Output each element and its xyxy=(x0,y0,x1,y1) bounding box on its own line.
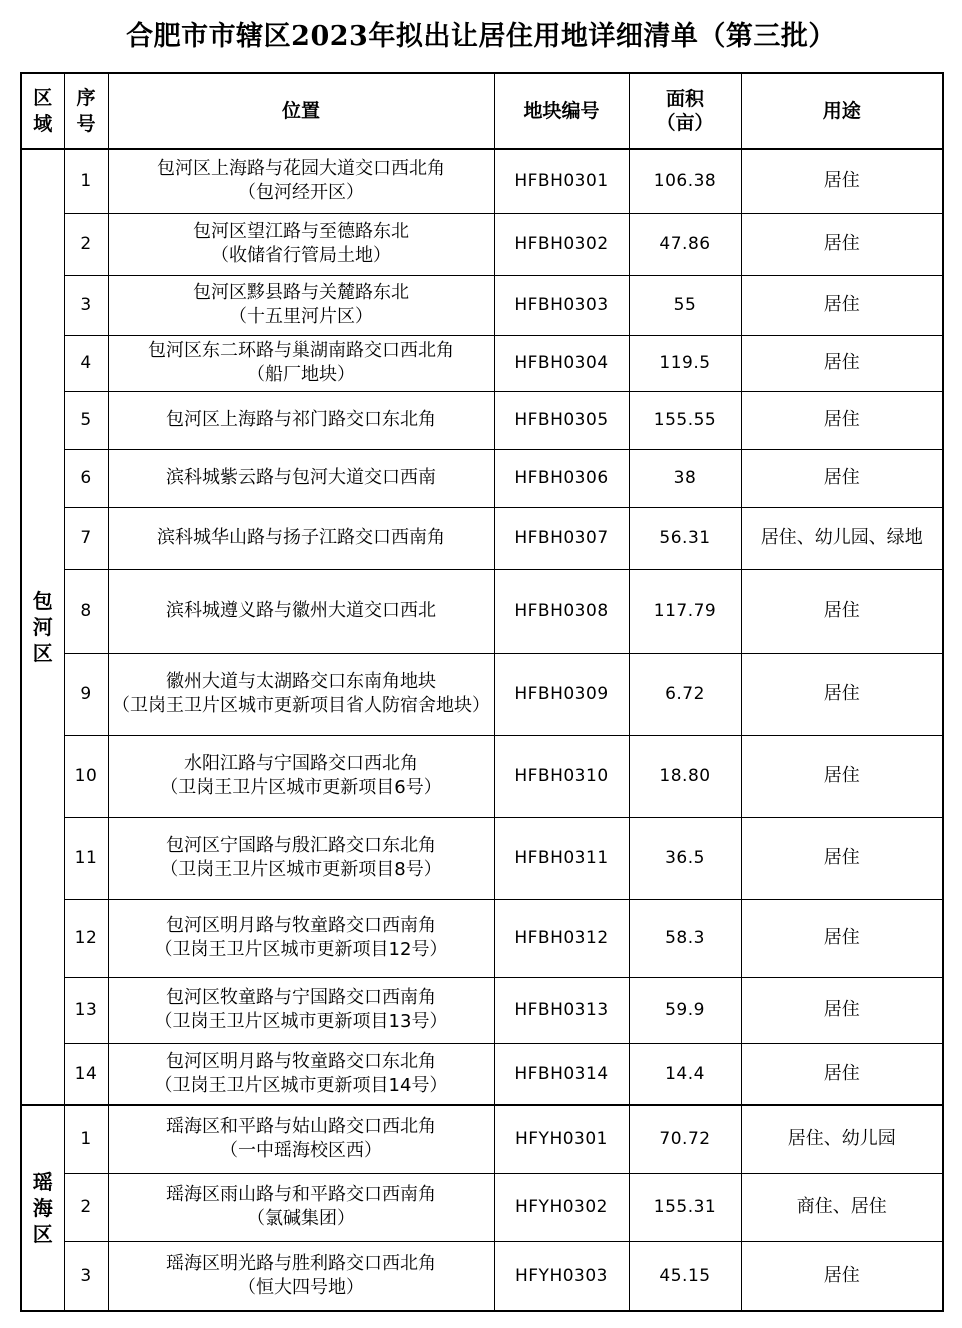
location-line-2: （卫岗王卫片区城市更新项目6号） xyxy=(160,777,442,798)
row-use: 居住 xyxy=(741,899,943,977)
row-area: 14.4 xyxy=(629,1043,741,1105)
row-code: HFBH0312 xyxy=(494,899,629,977)
row-location xyxy=(108,449,494,507)
row-use: 居住 xyxy=(741,1241,943,1311)
row-area: 119.5 xyxy=(629,335,741,391)
location-line-2: （卫岗王卫片区城市更新项目8号） xyxy=(160,859,442,880)
row-area: 56.31 xyxy=(629,507,741,569)
row-area: 70.72 xyxy=(629,1105,741,1173)
row-use: 居住 xyxy=(741,213,943,275)
header-area: 面积（亩） xyxy=(629,73,741,149)
row-seq: 6 xyxy=(64,449,108,507)
row-use: 居住 xyxy=(741,569,943,653)
row-seq: 1 xyxy=(64,149,108,213)
row-location xyxy=(108,275,494,335)
row-use: 居住 xyxy=(741,817,943,899)
table-row xyxy=(21,817,943,899)
row-seq: 9 xyxy=(64,653,108,735)
row-location xyxy=(108,507,494,569)
row-seq: 2 xyxy=(64,1173,108,1241)
row-area: 117.79 xyxy=(629,569,741,653)
row-area: 59.9 xyxy=(629,977,741,1043)
location-line-1: 滨科城紫云路与包河大道交口西南 xyxy=(166,467,436,488)
row-seq: 13 xyxy=(64,977,108,1043)
row-location xyxy=(108,735,494,817)
row-code: HFYH0302 xyxy=(494,1173,629,1241)
row-area: 36.5 xyxy=(629,817,741,899)
row-location xyxy=(108,335,494,391)
row-seq: 5 xyxy=(64,391,108,449)
header-code: 地块编号 xyxy=(494,73,629,149)
header-location: 位置 xyxy=(108,73,494,149)
table-row xyxy=(21,977,943,1043)
row-use: 居住 xyxy=(741,449,943,507)
location-line-1: 滨科城遵义路与徽州大道交口西北 xyxy=(166,600,436,621)
table-row xyxy=(21,149,943,213)
row-code: HFBH0302 xyxy=(494,213,629,275)
table-row xyxy=(21,1173,943,1241)
row-area: 47.86 xyxy=(629,213,741,275)
header-seq: 序号 xyxy=(64,73,108,149)
row-seq: 7 xyxy=(64,507,108,569)
row-use: 居住 xyxy=(741,977,943,1043)
district-cell-yaohai: 瑶海区 xyxy=(21,1105,64,1311)
row-use: 居住 xyxy=(741,653,943,735)
row-location xyxy=(108,569,494,653)
table-row xyxy=(21,275,943,335)
row-code: HFBH0309 xyxy=(494,653,629,735)
header-use: 用途 xyxy=(741,73,943,149)
row-seq: 14 xyxy=(64,1043,108,1105)
location-line-2: （收储省行管局土地） xyxy=(211,245,391,266)
row-location xyxy=(108,391,494,449)
location-line-1: 包河区东二环路与巢湖南路交口西北角 xyxy=(148,340,454,361)
table-row xyxy=(21,507,943,569)
row-location xyxy=(108,1105,494,1173)
row-use: 居住、幼儿园 xyxy=(741,1105,943,1173)
location-line-1: 滨科城华山路与扬子江路交口西南角 xyxy=(157,527,445,548)
location-line-1: 瑶海区明光路与胜利路交口西北角 xyxy=(166,1252,436,1274)
row-seq: 10 xyxy=(64,735,108,817)
header-district: 区域 xyxy=(21,73,64,149)
row-use: 居住 xyxy=(741,1043,943,1105)
location-line-1: 包河区黟县路与关麓路东北 xyxy=(193,282,409,303)
row-seq: 8 xyxy=(64,569,108,653)
row-area: 58.3 xyxy=(629,899,741,977)
row-code: HFBH0301 xyxy=(494,149,629,213)
location-line-1: 水阳江路与宁国路交口西北角 xyxy=(184,753,418,774)
location-line-1: 瑶海区雨山路与和平路交口西南角 xyxy=(166,1184,436,1205)
table-row xyxy=(21,899,943,977)
row-use: 居住 xyxy=(741,275,943,335)
row-area: 18.80 xyxy=(629,735,741,817)
row-seq: 4 xyxy=(64,335,108,391)
location-line-2: （包河经开区） xyxy=(238,182,364,204)
row-use: 居住 xyxy=(741,391,943,449)
table-row xyxy=(21,735,943,817)
table-row xyxy=(21,213,943,275)
location-line-1: 包河区明月路与牧童路交口东北角 xyxy=(166,1050,436,1072)
location-line-2: （卫岗王卫片区城市更新项目14号） xyxy=(154,1074,448,1096)
district-cell-baohe: 包河区 xyxy=(21,149,64,1105)
location-line-1: 包河区宁国路与殷汇路交口东北角 xyxy=(166,835,436,856)
row-use: 商住、居住 xyxy=(741,1173,943,1241)
row-use: 居住 xyxy=(741,335,943,391)
row-code: HFBH0306 xyxy=(494,449,629,507)
location-line-1: 包河区牧童路与宁国路交口西南角 xyxy=(166,987,436,1008)
location-line-1: 包河区上海路与祁门路交口东北角 xyxy=(166,409,436,430)
location-line-2: （恒大四号地） xyxy=(238,1276,364,1298)
row-location xyxy=(108,149,494,213)
header-row xyxy=(21,73,943,149)
table-row xyxy=(21,391,943,449)
table-row xyxy=(21,449,943,507)
row-code: HFBH0314 xyxy=(494,1043,629,1105)
row-code: HFYH0301 xyxy=(494,1105,629,1173)
row-seq: 12 xyxy=(64,899,108,977)
row-seq: 1 xyxy=(64,1105,108,1173)
row-seq: 3 xyxy=(64,275,108,335)
row-location xyxy=(108,653,494,735)
row-seq: 2 xyxy=(64,213,108,275)
location-line-2: （十五里河片区） xyxy=(229,306,373,327)
table-row xyxy=(21,1241,943,1311)
row-location xyxy=(108,817,494,899)
location-line-1: 包河区望江路与至德路东北 xyxy=(193,221,409,242)
row-use: 居住 xyxy=(741,735,943,817)
location-line-2: （氯碱集团） xyxy=(247,1208,355,1229)
row-code: HFBH0305 xyxy=(494,391,629,449)
location-line-2: （船厂地块） xyxy=(247,364,355,385)
row-code: HFBH0311 xyxy=(494,817,629,899)
location-line-1: 包河区上海路与花园大道交口西北角 xyxy=(157,158,445,180)
row-location xyxy=(108,1173,494,1241)
row-seq: 11 xyxy=(64,817,108,899)
row-code: HFYH0303 xyxy=(494,1241,629,1311)
location-line-2: （卫岗王卫片区城市更新项目省人防宿舍地块） xyxy=(112,695,490,716)
row-location xyxy=(108,1043,494,1105)
row-use: 居住、幼儿园、绿地 xyxy=(741,507,943,569)
table-row xyxy=(21,1043,943,1105)
row-area: 106.38 xyxy=(629,149,741,213)
row-area: 6.72 xyxy=(629,653,741,735)
location-line-1: 瑶海区和平路与姑山路交口西北角 xyxy=(166,1116,436,1138)
row-code: HFBH0310 xyxy=(494,735,629,817)
row-location xyxy=(108,1241,494,1311)
row-seq: 3 xyxy=(64,1241,108,1311)
location-line-2: （卫岗王卫片区城市更新项目13号） xyxy=(154,1011,448,1032)
row-code: HFBH0308 xyxy=(494,569,629,653)
row-area: 155.31 xyxy=(629,1173,741,1241)
row-area: 155.55 xyxy=(629,391,741,449)
location-line-2: （一中瑶海校区西） xyxy=(220,1140,382,1162)
page-title: 合肥市市辖区2023年拟出让居住用地详细清单（第三批） xyxy=(126,21,836,52)
location-line-1: 徽州大道与太湖路交口东南角地块 xyxy=(166,671,436,692)
row-code: HFBH0313 xyxy=(494,977,629,1043)
row-location xyxy=(108,899,494,977)
table-row xyxy=(21,1105,943,1173)
row-code: HFBH0307 xyxy=(494,507,629,569)
location-line-2: （卫岗王卫片区城市更新项目12号） xyxy=(154,939,448,960)
row-location xyxy=(108,213,494,275)
row-area: 45.15 xyxy=(629,1241,741,1311)
location-line-1: 包河区明月路与牧童路交口西南角 xyxy=(166,915,436,936)
row-use: 居住 xyxy=(741,149,943,213)
row-code: HFBH0303 xyxy=(494,275,629,335)
row-location xyxy=(108,977,494,1043)
row-area: 55 xyxy=(629,275,741,335)
table-row xyxy=(21,569,943,653)
row-code: HFBH0304 xyxy=(494,335,629,391)
land-list-table xyxy=(20,72,944,1312)
table-row xyxy=(21,335,943,391)
table-row xyxy=(21,653,943,735)
row-area: 38 xyxy=(629,449,741,507)
